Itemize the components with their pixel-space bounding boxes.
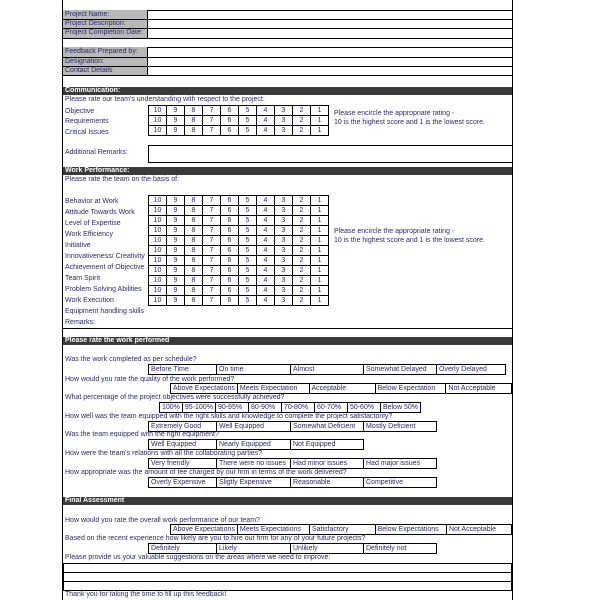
rating-cell[interactable]: 8	[185, 246, 203, 256]
communication-rating-note-2: 10 is the highest score and 1 is the lowest score.	[334, 119, 485, 126]
rating-cell[interactable]: 6	[221, 256, 239, 266]
rating-cell[interactable]: 6	[221, 226, 239, 236]
rating-cell[interactable]: 10	[149, 286, 167, 296]
rating-cell[interactable]: 4	[257, 216, 275, 226]
rating-cell[interactable]: 4	[257, 266, 275, 276]
rating-cell[interactable]: 8	[185, 296, 203, 306]
rating-row[interactable]	[149, 246, 329, 256]
rating-cell[interactable]: 5	[239, 276, 257, 286]
rating-row[interactable]	[149, 256, 329, 266]
rating-cell[interactable]: 2	[293, 236, 311, 246]
option[interactable]: Satisfactory	[310, 525, 376, 535]
option[interactable]: 100%	[160, 403, 183, 413]
option[interactable]: Sligtly Expensive	[217, 478, 291, 488]
criterion-problem-solving: Problem Solving Abilities	[65, 286, 142, 293]
option[interactable]: Meets Expectations	[237, 525, 309, 535]
rating-cell[interactable]: 10	[149, 246, 167, 256]
rating-row[interactable]	[149, 196, 329, 206]
work-performance-rating-grid	[148, 195, 329, 306]
rating-row[interactable]: 10 9 8 7 6 5 4 3 2 1	[149, 116, 329, 126]
rating-cell[interactable]: 10	[149, 206, 167, 216]
rating-cell[interactable]: 2	[293, 296, 311, 306]
rating-cell[interactable]: 3	[275, 226, 293, 236]
rating-cell[interactable]: 10	[149, 216, 167, 226]
project-name-label: Project Name:	[65, 11, 110, 18]
rating-cell[interactable]: 4	[257, 196, 275, 206]
rating-cell[interactable]: 5	[239, 296, 257, 306]
option[interactable]: Nearly Equipped	[217, 440, 291, 450]
rating-cell[interactable]: 3	[275, 216, 293, 226]
rating-cell[interactable]: 6	[221, 196, 239, 206]
criterion-creativity: Innovativeness/ Creativity	[65, 253, 145, 260]
option[interactable]: Meets Expectation	[237, 384, 309, 394]
rating-cell[interactable]: 3	[275, 296, 293, 306]
rating-cell[interactable]: 3	[275, 266, 293, 276]
rating-cell[interactable]: 3	[275, 196, 293, 206]
option[interactable]: Somewhat Deficient	[291, 422, 364, 432]
rating-cell[interactable]: 5	[239, 256, 257, 266]
criterion-initiative: Initiative	[65, 242, 91, 249]
option[interactable]: Overly Delayed	[437, 365, 506, 375]
rating-cell[interactable]: 4	[257, 286, 275, 296]
option[interactable]: There were no issues	[217, 459, 291, 469]
option[interactable]: Below Expectations	[375, 525, 446, 535]
communication-title: Communication:	[65, 87, 121, 94]
criterion-achievement: Achievement of Objective	[65, 264, 145, 271]
option[interactable]: Not Equipped	[291, 440, 364, 450]
rating-cell[interactable]: 1	[311, 206, 329, 216]
rating-cell[interactable]: 9	[167, 216, 185, 226]
rating-cell[interactable]: 7	[203, 286, 221, 296]
rating-cell[interactable]: 1	[311, 266, 329, 276]
rating-cell[interactable]: 2	[293, 256, 311, 266]
rating-cell[interactable]: 6	[221, 246, 239, 256]
criterion-expertise: Level of Expertise	[65, 220, 121, 227]
rating-row[interactable]	[149, 236, 329, 246]
final-assessment-title: Final Assessment	[65, 497, 125, 504]
work-performance-intro: Please rate the team on the basis of:	[65, 176, 180, 183]
rating-cell[interactable]: 5	[239, 226, 257, 236]
option[interactable]: Well Equipped	[217, 422, 291, 432]
rating-cell[interactable]: 1	[311, 236, 329, 246]
rating-cell[interactable]: 6	[221, 236, 239, 246]
work-performed-title: Please rate the work performed	[65, 337, 170, 344]
rating-cell[interactable]: 5	[239, 196, 257, 206]
thank-you-note: Thank you for taking the time to fill up this feedback!	[65, 591, 227, 598]
rating-cell[interactable]: 4	[257, 226, 275, 236]
rating-cell[interactable]: 6	[221, 286, 239, 296]
question-objectives-percentage: What percentage of the project objectives were successfully achieved?	[65, 394, 285, 401]
option[interactable]: 90-95%	[215, 403, 248, 413]
rating-cell[interactable]: 3	[275, 206, 293, 216]
rating-cell[interactable]: 8	[185, 236, 203, 246]
option[interactable]: Reasonable	[291, 478, 364, 488]
option[interactable]: 80-90%	[248, 403, 281, 413]
option[interactable]: Not Acceptable	[446, 384, 512, 394]
question-fee: How appropriate was the amount of fee charged by our firm in terms of the work delivered?	[65, 469, 347, 476]
options-schedule	[148, 364, 506, 375]
question-skills: How well was the team equipped with the right skills and knowledge to complete the project satisfactorily?	[65, 413, 393, 420]
rating-cell[interactable]: 9	[167, 276, 185, 286]
rating-cell[interactable]: 4	[257, 256, 275, 266]
designation-label: Designation:	[65, 58, 104, 65]
option[interactable]: Not Acceptable	[446, 525, 511, 535]
rating-cell[interactable]: 4	[257, 236, 275, 246]
rating-cell[interactable]: 2	[293, 246, 311, 256]
rating-cell[interactable]: 7	[203, 256, 221, 266]
rating-row[interactable]	[149, 216, 329, 226]
work-performance-title: Work Performance:	[65, 167, 130, 174]
rating-cell[interactable]: 10	[149, 226, 167, 236]
rating-row[interactable]	[149, 296, 329, 306]
work-performed-section-bar	[63, 337, 512, 345]
question-hire-again: Based on the recent experience how likely are you to hire our firm for any of your future projects?	[65, 535, 366, 542]
option[interactable]: Above Expectations	[171, 525, 238, 535]
rating-cell[interactable]: 10	[149, 296, 167, 306]
rating-cell[interactable]: 8	[185, 266, 203, 276]
option[interactable]: Somewhat Delayed	[364, 365, 437, 375]
rating-cell[interactable]: 8	[185, 276, 203, 286]
communication-intro: Please rate our team's understanding with respect to the project:	[65, 96, 265, 103]
rating-cell[interactable]: 9	[167, 236, 185, 246]
rating-cell[interactable]: 4	[257, 246, 275, 256]
option[interactable]: Before Time	[149, 365, 217, 375]
rating-cell[interactable]: 3	[275, 276, 293, 286]
rating-cell[interactable]: 8	[185, 286, 203, 296]
question-schedule: Was the work completed as per schedule?	[65, 356, 197, 363]
option[interactable]: Below 50%	[380, 403, 420, 413]
rating-cell[interactable]: 8	[185, 196, 203, 206]
rating-cell[interactable]: 9	[167, 206, 185, 216]
rating-cell[interactable]: 2	[293, 266, 311, 276]
option[interactable]: Below Expectation	[375, 384, 446, 394]
rating-cell[interactable]: 5	[239, 246, 257, 256]
option[interactable]: Very friendly	[149, 459, 217, 469]
rating-cell[interactable]: 1	[311, 286, 329, 296]
work-rating-note-1: Please encircle the appropriate rating -	[334, 228, 455, 235]
option[interactable]: Likely	[217, 544, 291, 554]
rating-cell[interactable]: 5	[239, 216, 257, 226]
criterion-critical-issues: Critical Issues	[65, 129, 109, 136]
rating-row[interactable]: 10 9 8 7 6 5 4 3 2 1	[149, 126, 329, 136]
rating-cell[interactable]: 7	[203, 276, 221, 286]
rating-cell[interactable]: 7	[203, 296, 221, 306]
rating-cell[interactable]: 10	[149, 256, 167, 266]
rating-cell[interactable]: 8	[185, 256, 203, 266]
project-completion-date-label: Project Completion Date:	[65, 29, 143, 36]
question-overall-performance: How would you rate the overall work performance of our team?	[65, 517, 260, 524]
rating-cell[interactable]: 10	[149, 276, 167, 286]
rating-cell[interactable]: 9	[167, 256, 185, 266]
rating-cell[interactable]: 7	[203, 246, 221, 256]
communication-rating-grid	[148, 105, 329, 136]
rating-cell[interactable]: 5	[239, 206, 257, 216]
work-rating-note-2: 10 is the highest score and 1 is the lowest score.	[334, 237, 485, 244]
rating-cell[interactable]: 6	[221, 296, 239, 306]
option[interactable]: Competitive	[364, 478, 437, 488]
option[interactable]: 60-70%	[314, 403, 347, 413]
rating-cell[interactable]: 7	[203, 236, 221, 246]
criterion-execution: Work Execution	[65, 297, 114, 304]
rating-cell[interactable]: 4	[257, 206, 275, 216]
options-fee	[148, 477, 437, 488]
option[interactable]: Acceptable	[309, 384, 375, 394]
question-equipment: Was the team equipped with the right equipment?	[65, 431, 219, 438]
criterion-attitude: Attitude Towards Work	[65, 209, 135, 216]
rating-cell[interactable]: 4	[257, 296, 275, 306]
rating-cell[interactable]: 2	[293, 226, 311, 236]
criterion-equipment-handling: Equipment handling skills	[65, 308, 144, 315]
rating-cell[interactable]: 2	[293, 216, 311, 226]
feedback-form-sheet	[62, 0, 513, 600]
option[interactable]: Extremely Good	[149, 422, 217, 432]
option[interactable]: Overly Expensive	[149, 478, 217, 488]
option[interactable]: Almost	[291, 365, 364, 375]
rating-row[interactable]	[149, 266, 329, 276]
rating-cell[interactable]: 7	[203, 206, 221, 216]
rating-cell[interactable]: 1	[311, 256, 329, 266]
rating-cell[interactable]: 10	[149, 236, 167, 246]
contact-details-label: Contact Details	[65, 67, 113, 74]
rating-cell[interactable]: 5	[239, 236, 257, 246]
suggestions-field[interactable]	[63, 563, 512, 591]
option[interactable]: On time	[217, 365, 291, 375]
rating-cell[interactable]: 6	[221, 266, 239, 276]
rating-row[interactable]	[149, 206, 329, 216]
rating-cell[interactable]: 8	[185, 226, 203, 236]
rating-cell[interactable]: 2	[293, 286, 311, 296]
rating-cell[interactable]: 5	[239, 286, 257, 296]
feedback-prepared-by-label: Feedback Prepared by:	[65, 48, 138, 55]
rating-cell[interactable]: 8	[185, 216, 203, 226]
rating-cell[interactable]: 7	[203, 266, 221, 276]
rating-cell[interactable]: 10	[149, 266, 167, 276]
option[interactable]: 70-80%	[281, 403, 314, 413]
rating-cell[interactable]: 1	[311, 226, 329, 236]
work-remarks-label: Remarks:	[65, 319, 95, 326]
rating-row[interactable]: 10 9 8 7 6 5 4 3 2 1	[149, 106, 329, 116]
rating-cell[interactable]: 7	[203, 216, 221, 226]
rating-cell[interactable]: 9	[167, 226, 185, 236]
rating-cell[interactable]: 1	[311, 216, 329, 226]
option[interactable]: Had major issues	[364, 459, 437, 469]
option[interactable]: Had minor issues	[291, 459, 364, 469]
rating-cell[interactable]: 2	[293, 196, 311, 206]
rating-cell[interactable]: 3	[275, 256, 293, 266]
project-description-label: Project Description:	[65, 20, 126, 27]
rating-cell[interactable]: 1	[311, 196, 329, 206]
rating-cell[interactable]: 3	[275, 286, 293, 296]
rating-cell[interactable]: 7	[203, 196, 221, 206]
rating-cell[interactable]: 9	[167, 246, 185, 256]
rating-cell[interactable]: 6	[221, 276, 239, 286]
option[interactable]: Definitely	[149, 544, 217, 554]
rating-row[interactable]	[149, 276, 329, 286]
communication-section-bar	[63, 87, 512, 95]
rating-row[interactable]	[149, 226, 329, 236]
rating-cell[interactable]: 4	[257, 276, 275, 286]
question-suggestions: Please provide us your valuable suggestions on the areas where we need to improve:	[65, 554, 331, 561]
final-assessment-section-bar	[63, 497, 512, 505]
rating-cell[interactable]: 6	[221, 216, 239, 226]
criterion-requirements: Requirements	[65, 118, 109, 125]
option[interactable]: 95-100%	[182, 403, 215, 413]
rating-cell[interactable]: 8	[185, 206, 203, 216]
rating-cell[interactable]: 2	[293, 206, 311, 216]
option[interactable]: Above Expectations	[171, 384, 238, 394]
rating-cell[interactable]: 9	[167, 196, 185, 206]
option[interactable]: Mostly Deficient	[364, 422, 437, 432]
option[interactable]: 50-60%	[347, 403, 380, 413]
rating-cell[interactable]: 10	[149, 196, 167, 206]
rating-cell[interactable]: 9	[167, 266, 185, 276]
question-quality: How would you rate the quality of the work performed?	[65, 376, 235, 383]
option[interactable]: Well Equipped	[149, 440, 217, 450]
communication-rating-note-1: Please encircle the appropriate rating -	[334, 110, 455, 117]
criterion-behavior: Behavior at Work	[65, 198, 119, 205]
rating-cell[interactable]: 3	[275, 236, 293, 246]
work-performance-section-bar	[63, 167, 512, 175]
rating-cell[interactable]: 9	[167, 286, 185, 296]
rating-cell[interactable]: 3	[275, 246, 293, 256]
additional-remarks-label: Additional Remarks:	[65, 149, 128, 156]
criterion-team-spirit: Team Spirit	[65, 275, 101, 282]
question-relations: How were the team's relations with all the collaborating parties?	[65, 450, 263, 457]
option[interactable]: Definitely not	[364, 544, 437, 554]
rating-cell[interactable]: 9	[167, 296, 185, 306]
option[interactable]: Unlikely	[291, 544, 364, 554]
additional-remarks-field[interactable]	[148, 145, 513, 163]
rating-cell[interactable]: 1	[311, 276, 329, 286]
criterion-efficiency: Work Efficiency	[65, 231, 113, 238]
rating-cell[interactable]: 1	[311, 296, 329, 306]
criterion-objective: Objective	[65, 108, 95, 115]
rating-cell[interactable]: 2	[293, 276, 311, 286]
rating-cell[interactable]: 6	[221, 206, 239, 216]
rating-cell[interactable]: 1	[311, 246, 329, 256]
rating-row[interactable]	[149, 286, 329, 296]
rating-cell[interactable]: 5	[239, 266, 257, 276]
rating-cell[interactable]: 7	[203, 226, 221, 236]
